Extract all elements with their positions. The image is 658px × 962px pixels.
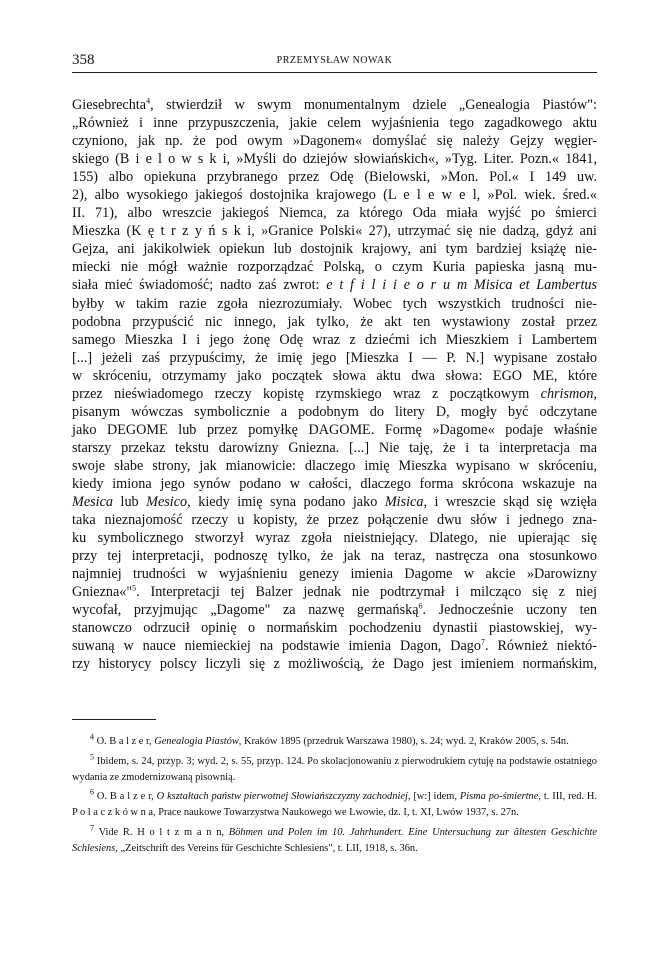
text-run: kiedy imiona jego synów podano w całości, dlaczego forma skrócona wskazuje na — [72, 475, 597, 492]
text-line — [72, 276, 597, 294]
footnote-ref: 4 — [146, 96, 151, 106]
footnote-ref: 5 — [90, 752, 94, 762]
footnote-item — [72, 825, 597, 857]
text-line — [72, 421, 597, 439]
text-run: , — [151, 791, 157, 803]
spaced-name: B a l z e r — [109, 736, 149, 747]
text-line — [72, 547, 597, 565]
italic-run: Mesico — [146, 494, 188, 511]
text-run: suwaną w nauce niemieckiej na podstawie imienia Dagon, Dago — [72, 638, 481, 655]
main-text — [72, 96, 597, 674]
footnote-ref: 7 — [90, 823, 94, 833]
text-run: stanowczo odrzucił opinię o normańskim pochodzeniu dynastii piastowskiej, wy- — [72, 620, 597, 637]
running-head-author: PRZEMYSŁAW NOWAK — [276, 55, 393, 66]
text-run: , Kraków 1895 (przedruk Warszawa 1980), s. 24; wyd. 2, Kraków 2005, s. 54n. — [238, 736, 569, 747]
text-run: O. — [94, 736, 110, 747]
text-run: . Również niektó- — [484, 638, 597, 655]
italic-run: O kształtach państw pierwotnej Słowiańszczyzny zachodniej — [156, 791, 408, 803]
spaced-name: K ę t r z y ń s k i — [131, 223, 252, 240]
text-line — [72, 258, 597, 276]
text-run: Giesebrechta — [72, 97, 147, 113]
footnote-ref: 6 — [418, 601, 423, 611]
text-run: taka nieznajomość rzeczy u kopisty, że przez połączenie dwu słów i jednego zna- — [72, 512, 597, 529]
text-line — [72, 655, 597, 673]
text-run: przy tej interpretacji, podnoszę tylko, że jak na teraz, nastręcza ona stosunkowo — [72, 548, 597, 565]
spaced-name: L e l e w e l — [387, 187, 477, 204]
text-run — [467, 277, 474, 293]
text-run: pisanym wówczas symbolicznie a podobnym do litery D, mogły być odczytane — [72, 403, 597, 420]
spaced-italic-run: e t f i l i i e o r u m — [326, 277, 468, 294]
text-line — [72, 186, 597, 204]
text-run: byłby w takim razie zgoła niezrozumiały. Wobec tych wszystkich trudności nie- — [72, 295, 597, 312]
text-run: jako DEGOME lub przez pomyłkę DAGOME. Formę »Dagome« podaje właśnie — [72, 421, 597, 438]
text-line — [72, 529, 597, 547]
footnote-ref: 7 — [480, 637, 485, 647]
text-run: ku symbolicznego stworzył wyraz zgoła nieistniejący. Dlatego, nie upierając się — [72, 530, 597, 547]
text-line — [72, 222, 597, 240]
footnote-ref: 4 — [90, 732, 94, 742]
text-run: starszy przekaz tekstu darowizny Gniezna. [...] Nie taję, że i ta interpretacja ma — [72, 439, 597, 456]
text-run: [...] jeżeli zaś przypuścimy, że imię jego [Mieszka I — P. N.] wypisane zostało — [72, 349, 597, 366]
text-run: II. 71), albo wreszcie jakiegoś Niemca, za którego Oda miała wyjść po śmierci — [72, 205, 597, 222]
text-run: swoje słabe strony, jak mianowicie: dlaczego imię Mieszka wypisano w skróceniu, — [72, 457, 597, 474]
text-line — [72, 457, 597, 475]
text-run: , Prace naukowe Towarzystwa Naukowego we Lwowie, dz. I, t. XI, Lwów 1937, s. 27n. — [153, 807, 519, 819]
text-run: rzy historycy polscy liczyli się z możliwością, że Dago jest imieniem normańskim, — [72, 656, 597, 673]
text-run: Gejza, ani jakikolwiek opiekun lub dostojnik krajowy, ani tym bardziej książę nie- — [72, 241, 597, 258]
text-run: wycofał, przyjmując „Dagome" za nazwę germańską — [72, 602, 419, 619]
text-run: Mieszka ( — [72, 223, 132, 240]
text-line — [72, 385, 597, 403]
text-run: miecki nie mógł ważnie rozporządzać Polską, o czym Kuria papieska jasną mu- — [72, 259, 597, 276]
text-run: , t. III, red. H. — [538, 791, 598, 803]
text-run: , »Myśli do dziejów słowiańskich«, »Tyg. Liter. Pozn.« 1841, — [226, 151, 597, 168]
text-line — [72, 637, 597, 655]
text-line — [72, 240, 597, 258]
text-run: najmniej trudności w wyjaśnieniu genezy imienia Dagome w akcie »Darowizny — [72, 566, 597, 583]
text-line — [72, 475, 597, 493]
footnote-ref: 5 — [132, 583, 137, 593]
text-run: . Interpretacji tej Balzer jednak nie podtrzymał i milcząco się z niej — [136, 584, 597, 601]
page-header — [72, 52, 597, 73]
text-run: , — [593, 385, 597, 402]
text-line — [72, 313, 597, 331]
text-line — [72, 96, 597, 114]
text-run: siała mieć świadomość; nadto zaś zwrot: — [72, 277, 327, 294]
text-line — [72, 367, 597, 385]
spaced-name: P o l a c z k ó w n a — [72, 807, 153, 819]
text-run: Ibidem, s. 24, przyp. 3; wyd. 2, s. 55, przyp. 124. Po skolacjonowaniu z pierwodrukiem cytuję na podstawie ostatniego wydania ze zmodernizowaną pisownią. — [72, 755, 597, 783]
footnote-divider — [72, 719, 156, 720]
text-run: skiego ( — [72, 151, 120, 168]
text-line — [72, 403, 597, 421]
text-line — [72, 204, 597, 222]
text-line — [72, 150, 597, 168]
footnote-item — [72, 734, 597, 750]
text-run: , i wreszcie skąd się wzięła — [423, 494, 597, 511]
text-line — [72, 439, 597, 457]
text-line — [72, 601, 597, 619]
text-run: w skróceniu, otrzymamy jako początek słowa aktu dwa słowa: EGO ME, które — [72, 367, 597, 384]
text-run: samego Mieszka I i jego żonę Odę wraz z dziećmi ich Mieszkiem i Lambertem — [72, 331, 597, 348]
text-line — [72, 295, 597, 313]
text-run: O. — [94, 791, 110, 803]
text-run: , — [221, 826, 229, 838]
text-run: , „Zeitschrift des Vereins für Geschichte Schlesiens", t. LII, 1918, s. 36n. — [115, 842, 418, 854]
italic-run: Böhmen und Polen im 10. Jahrhundert. Eine Untersuchung zur ältesten Geschichte Schlesiens — [72, 826, 597, 854]
text-run: Vide R. — [94, 826, 138, 838]
text-run: „Również i inne przypuszczenia, jakie celem wyjaśnienia tego zagadkowego aktu — [72, 115, 597, 132]
text-run: , — [148, 736, 155, 747]
italic-run: Misica et Lambertus — [473, 277, 597, 294]
italic-run: Mesica — [72, 494, 113, 511]
text-line — [72, 114, 597, 132]
footnote-ref: 6 — [90, 787, 94, 797]
text-run: . Jednocześnie uczony ten — [422, 602, 597, 619]
text-run: podobna przypuścić nic innego, jak tylko, że akt ten wystawiony został przez — [72, 313, 597, 330]
text-line — [72, 331, 597, 349]
text-line — [72, 511, 597, 529]
italic-run: chrismon — [540, 385, 594, 402]
page-number: 358 — [72, 52, 95, 68]
text-run: czyniono, jak np. że pod owym »Dagonem« domyślać się należy Gejzy węgier- — [72, 133, 597, 150]
text-run: Gniezna«" — [72, 584, 133, 601]
text-run: , kiedy imię syna podano jako — [187, 494, 385, 511]
spaced-name: B a l z e r — [109, 791, 152, 803]
text-line — [72, 349, 597, 367]
text-run: , [w:] idem, — [407, 791, 460, 803]
italic-run: Misica — [384, 494, 424, 511]
text-run: , »Granice Polski« 27), utrzymać się nie dadzą, gdyż ani — [251, 223, 598, 240]
text-line — [72, 583, 597, 601]
footnote-item — [72, 789, 597, 821]
italic-run: Genealogia Piastów — [154, 736, 239, 747]
footnotes — [72, 734, 597, 861]
text-run: , stwierdził w swym monumentalnym dziele „Genealogia Piastów": — [150, 97, 597, 113]
text-run: 155) albo opiekuna przybranego przez Odę (Bielowski, »Mon. Pol.« I 149 uw. — [72, 169, 597, 186]
text-line — [72, 493, 597, 511]
text-line — [72, 619, 597, 637]
text-line — [72, 132, 597, 150]
text-run: 2), albo wysokiego jakiegoś dostojnika krajowego ( — [72, 187, 388, 204]
italic-run: Pisma po-śmiertne — [459, 791, 539, 803]
footnote-item — [72, 754, 597, 786]
text-line — [72, 168, 597, 186]
text-run: , »Pol. wiek. śred.« — [476, 187, 597, 204]
spaced-name: B i e l o w s k i — [119, 151, 227, 168]
text-run: lub — [112, 494, 147, 511]
text-run: przez nieświadomego rzeczy kopistę rzymskiego wraz z początkowym — [72, 385, 541, 402]
spaced-name: H o l t z m a n n — [137, 826, 222, 838]
text-line — [72, 565, 597, 583]
